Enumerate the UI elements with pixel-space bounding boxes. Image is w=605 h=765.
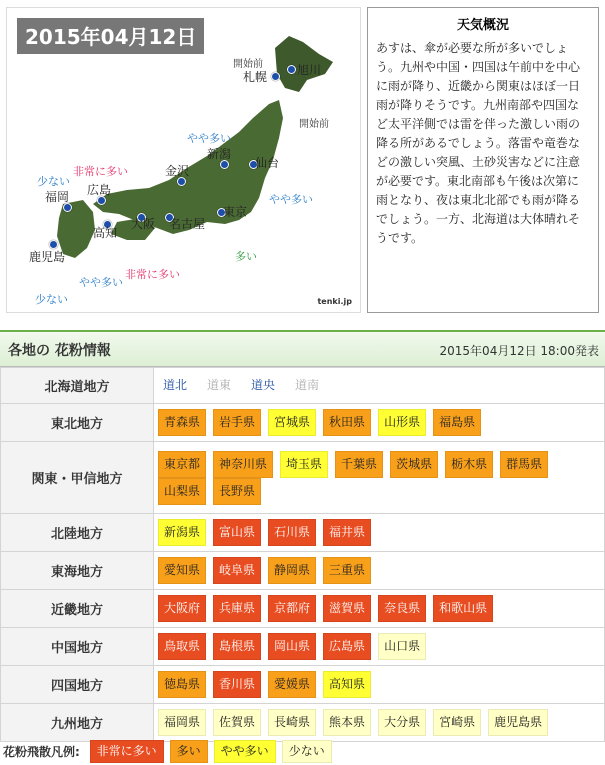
city-kanazawa[interactable]: 金沢 bbox=[165, 164, 190, 178]
prefecture-link[interactable]: 徳島県 bbox=[158, 671, 206, 698]
prefecture-link[interactable]: 道央 bbox=[251, 378, 276, 392]
prefecture-link: 道南 bbox=[295, 378, 320, 392]
legend-item: やや多い bbox=[214, 740, 276, 763]
city-niigata[interactable]: 新潟 bbox=[207, 147, 232, 161]
prefecture-link[interactable]: 三重県 bbox=[323, 557, 371, 584]
region-prefectures bbox=[154, 552, 605, 590]
prefecture-link[interactable]: 道北 bbox=[163, 378, 188, 392]
prefecture-link[interactable]: 秋田県 bbox=[323, 409, 371, 436]
prefecture-link[interactable]: 岩手県 bbox=[213, 409, 261, 436]
prefecture-link[interactable]: 滋賀県 bbox=[323, 595, 371, 622]
weather-top-section bbox=[0, 0, 605, 320]
city-asahikawa[interactable]: 旭川 bbox=[297, 63, 322, 77]
city-fukuoka[interactable]: 福岡 bbox=[45, 190, 70, 204]
prefecture-link[interactable]: 熊本県 bbox=[323, 709, 371, 736]
region-row bbox=[1, 666, 605, 704]
tenki-credit: tenki.jp bbox=[317, 297, 352, 306]
map-date: 2015年04月12日 bbox=[17, 18, 204, 54]
pollen-header bbox=[0, 330, 605, 367]
prefecture-link[interactable]: 大阪府 bbox=[158, 595, 206, 622]
region-row bbox=[1, 704, 605, 742]
prefecture-link[interactable]: 東京都 bbox=[158, 451, 206, 478]
pollen-region-table bbox=[0, 367, 605, 742]
prefecture-link[interactable]: 群馬県 bbox=[500, 451, 548, 478]
prefecture-link[interactable]: 和歌山県 bbox=[433, 595, 493, 622]
prefecture-link[interactable]: 神奈川県 bbox=[213, 451, 273, 478]
pollen-legend bbox=[3, 740, 338, 762]
prefecture-link[interactable]: 富山県 bbox=[213, 519, 261, 546]
prefecture-link[interactable]: 山口県 bbox=[378, 633, 426, 660]
prefecture-link[interactable]: 鹿児島県 bbox=[488, 709, 548, 736]
legend-item: 多い bbox=[170, 740, 208, 763]
pollen-level-kanto: 多い bbox=[235, 250, 257, 263]
legend-label: 花粉飛散凡例: bbox=[3, 745, 80, 759]
prefecture-link[interactable]: 福岡県 bbox=[158, 709, 206, 736]
pollen-level-shikoku: やや多い bbox=[79, 276, 123, 289]
region-name: 中国地方 bbox=[1, 628, 154, 666]
prefecture-link[interactable]: 栃木県 bbox=[445, 451, 493, 478]
prefecture-link[interactable]: 長野県 bbox=[213, 478, 261, 505]
region-name: 東海地方 bbox=[1, 552, 154, 590]
city-osaka[interactable]: 大阪 bbox=[131, 217, 156, 231]
pollen-level-kyushu-north: 少ない bbox=[37, 175, 70, 188]
pollen-level-tohoku: やや多い bbox=[269, 193, 313, 206]
city-marker-icon bbox=[271, 72, 280, 81]
prefecture-link[interactable]: 青森県 bbox=[158, 409, 206, 436]
prefecture-link[interactable]: 宮城県 bbox=[268, 409, 316, 436]
prefecture-link[interactable]: 茨城県 bbox=[390, 451, 438, 478]
prefecture-link[interactable]: 兵庫県 bbox=[213, 595, 261, 622]
region-prefectures bbox=[154, 404, 605, 442]
city-marker-icon bbox=[287, 65, 296, 74]
prefecture-link[interactable]: 福井県 bbox=[323, 519, 371, 546]
prefecture-link[interactable]: 愛媛県 bbox=[268, 671, 316, 698]
prefecture-link[interactable]: 岐阜県 bbox=[213, 557, 261, 584]
region-row bbox=[1, 514, 605, 552]
city-nagoya[interactable]: 名古屋 bbox=[169, 217, 206, 231]
region-row bbox=[1, 442, 605, 514]
season-opening-note-asahikawa: 開始前 bbox=[299, 119, 329, 130]
season-opening-note-sapporo: 開始前 bbox=[233, 59, 263, 70]
prefecture-link[interactable]: 大分県 bbox=[378, 709, 426, 736]
prefecture-link[interactable]: 島根県 bbox=[213, 633, 261, 660]
pollen-level-kinki: 非常に多い bbox=[125, 268, 180, 281]
region-prefectures bbox=[154, 590, 605, 628]
city-sapporo[interactable]: 札幌 bbox=[243, 70, 268, 84]
prefecture-link[interactable]: 長崎県 bbox=[268, 709, 316, 736]
city-hiroshima[interactable]: 広島 bbox=[87, 183, 112, 197]
prefecture-link[interactable]: 宮崎県 bbox=[433, 709, 481, 736]
prefecture-link[interactable]: 新潟県 bbox=[158, 519, 206, 546]
region-prefectures bbox=[154, 514, 605, 552]
prefecture-link[interactable]: 高知県 bbox=[323, 671, 371, 698]
pollen-info-section bbox=[0, 330, 605, 742]
prefecture-link[interactable]: 埼玉県 bbox=[280, 451, 328, 478]
region-prefectures bbox=[154, 442, 605, 514]
weather-overview-text: あすは、傘が必要な所が多いでしょう。九州や中国・四国は午前中を中心に雨が降り、近畿から関東はほぼ一日雨が降りそうです。九州南部や四国など太平洋側では雷を伴った激しい雨の降る所があるでしょう。落雷や竜巻などの激しい突風、土砂災害などに注意が必要です。東北南部も午後は次第に雨となり、夜は東北北部でも雨が降るでしょう。一方、北海道は大体晴れそうです。 bbox=[376, 41, 581, 245]
prefecture-link[interactable]: 鳥取県 bbox=[158, 633, 206, 660]
prefecture-link: 道東 bbox=[207, 378, 232, 392]
weather-overview-title: 天気概況 bbox=[456, 18, 509, 33]
japan-pollen-map[interactable] bbox=[6, 7, 361, 313]
region-prefectures bbox=[154, 368, 605, 404]
pollen-level-kyushu-south: 少ない bbox=[35, 293, 68, 306]
prefecture-link[interactable]: 岡山県 bbox=[268, 633, 316, 660]
region-prefectures bbox=[154, 704, 605, 742]
prefecture-link[interactable]: 佐賀県 bbox=[213, 709, 261, 736]
pollen-title: 各地の 花粉情報 bbox=[8, 343, 111, 359]
legend-item: 少ない bbox=[282, 740, 332, 763]
pollen-issued-time: 2015年04月12日 18:00発表 bbox=[439, 344, 599, 358]
prefecture-link[interactable]: 静岡県 bbox=[268, 557, 316, 584]
region-row bbox=[1, 628, 605, 666]
region-name: 北陸地方 bbox=[1, 514, 154, 552]
region-row bbox=[1, 404, 605, 442]
region-name: 四国地方 bbox=[1, 666, 154, 704]
prefecture-link[interactable]: 千葉県 bbox=[335, 451, 383, 478]
region-row bbox=[1, 552, 605, 590]
prefecture-link[interactable]: 石川県 bbox=[268, 519, 316, 546]
city-kochi[interactable]: 高知 bbox=[93, 226, 118, 240]
legend-item: 非常に多い bbox=[90, 740, 164, 763]
region-prefectures bbox=[154, 628, 605, 666]
region-name: 北海道地方 bbox=[1, 368, 154, 404]
pollen-level-chugoku: 非常に多い bbox=[73, 165, 128, 178]
region-name: 近畿地方 bbox=[1, 590, 154, 628]
region-name: 関東・甲信地方 bbox=[1, 442, 154, 514]
region-name: 東北地方 bbox=[1, 404, 154, 442]
city-tokyo[interactable]: 東京 bbox=[223, 205, 248, 219]
city-kagoshima[interactable]: 鹿児島 bbox=[29, 250, 66, 264]
pollen-level-hokuriku: やや多い bbox=[187, 132, 231, 145]
prefecture-link[interactable]: 香川県 bbox=[213, 671, 261, 698]
prefecture-link[interactable]: 京都府 bbox=[268, 595, 316, 622]
region-prefectures bbox=[154, 666, 605, 704]
prefecture-link[interactable]: 山梨県 bbox=[158, 478, 206, 505]
city-sendai[interactable]: 仙台 bbox=[255, 156, 280, 170]
region-name: 九州地方 bbox=[1, 704, 154, 742]
prefecture-link[interactable]: 福島県 bbox=[433, 409, 481, 436]
weather-overview-box bbox=[367, 7, 599, 313]
prefecture-link[interactable]: 奈良県 bbox=[378, 595, 426, 622]
prefecture-link[interactable]: 広島県 bbox=[323, 633, 371, 660]
prefecture-link[interactable]: 愛知県 bbox=[158, 557, 206, 584]
region-row bbox=[1, 368, 605, 404]
prefecture-link[interactable]: 山形県 bbox=[378, 409, 426, 436]
region-row bbox=[1, 590, 605, 628]
